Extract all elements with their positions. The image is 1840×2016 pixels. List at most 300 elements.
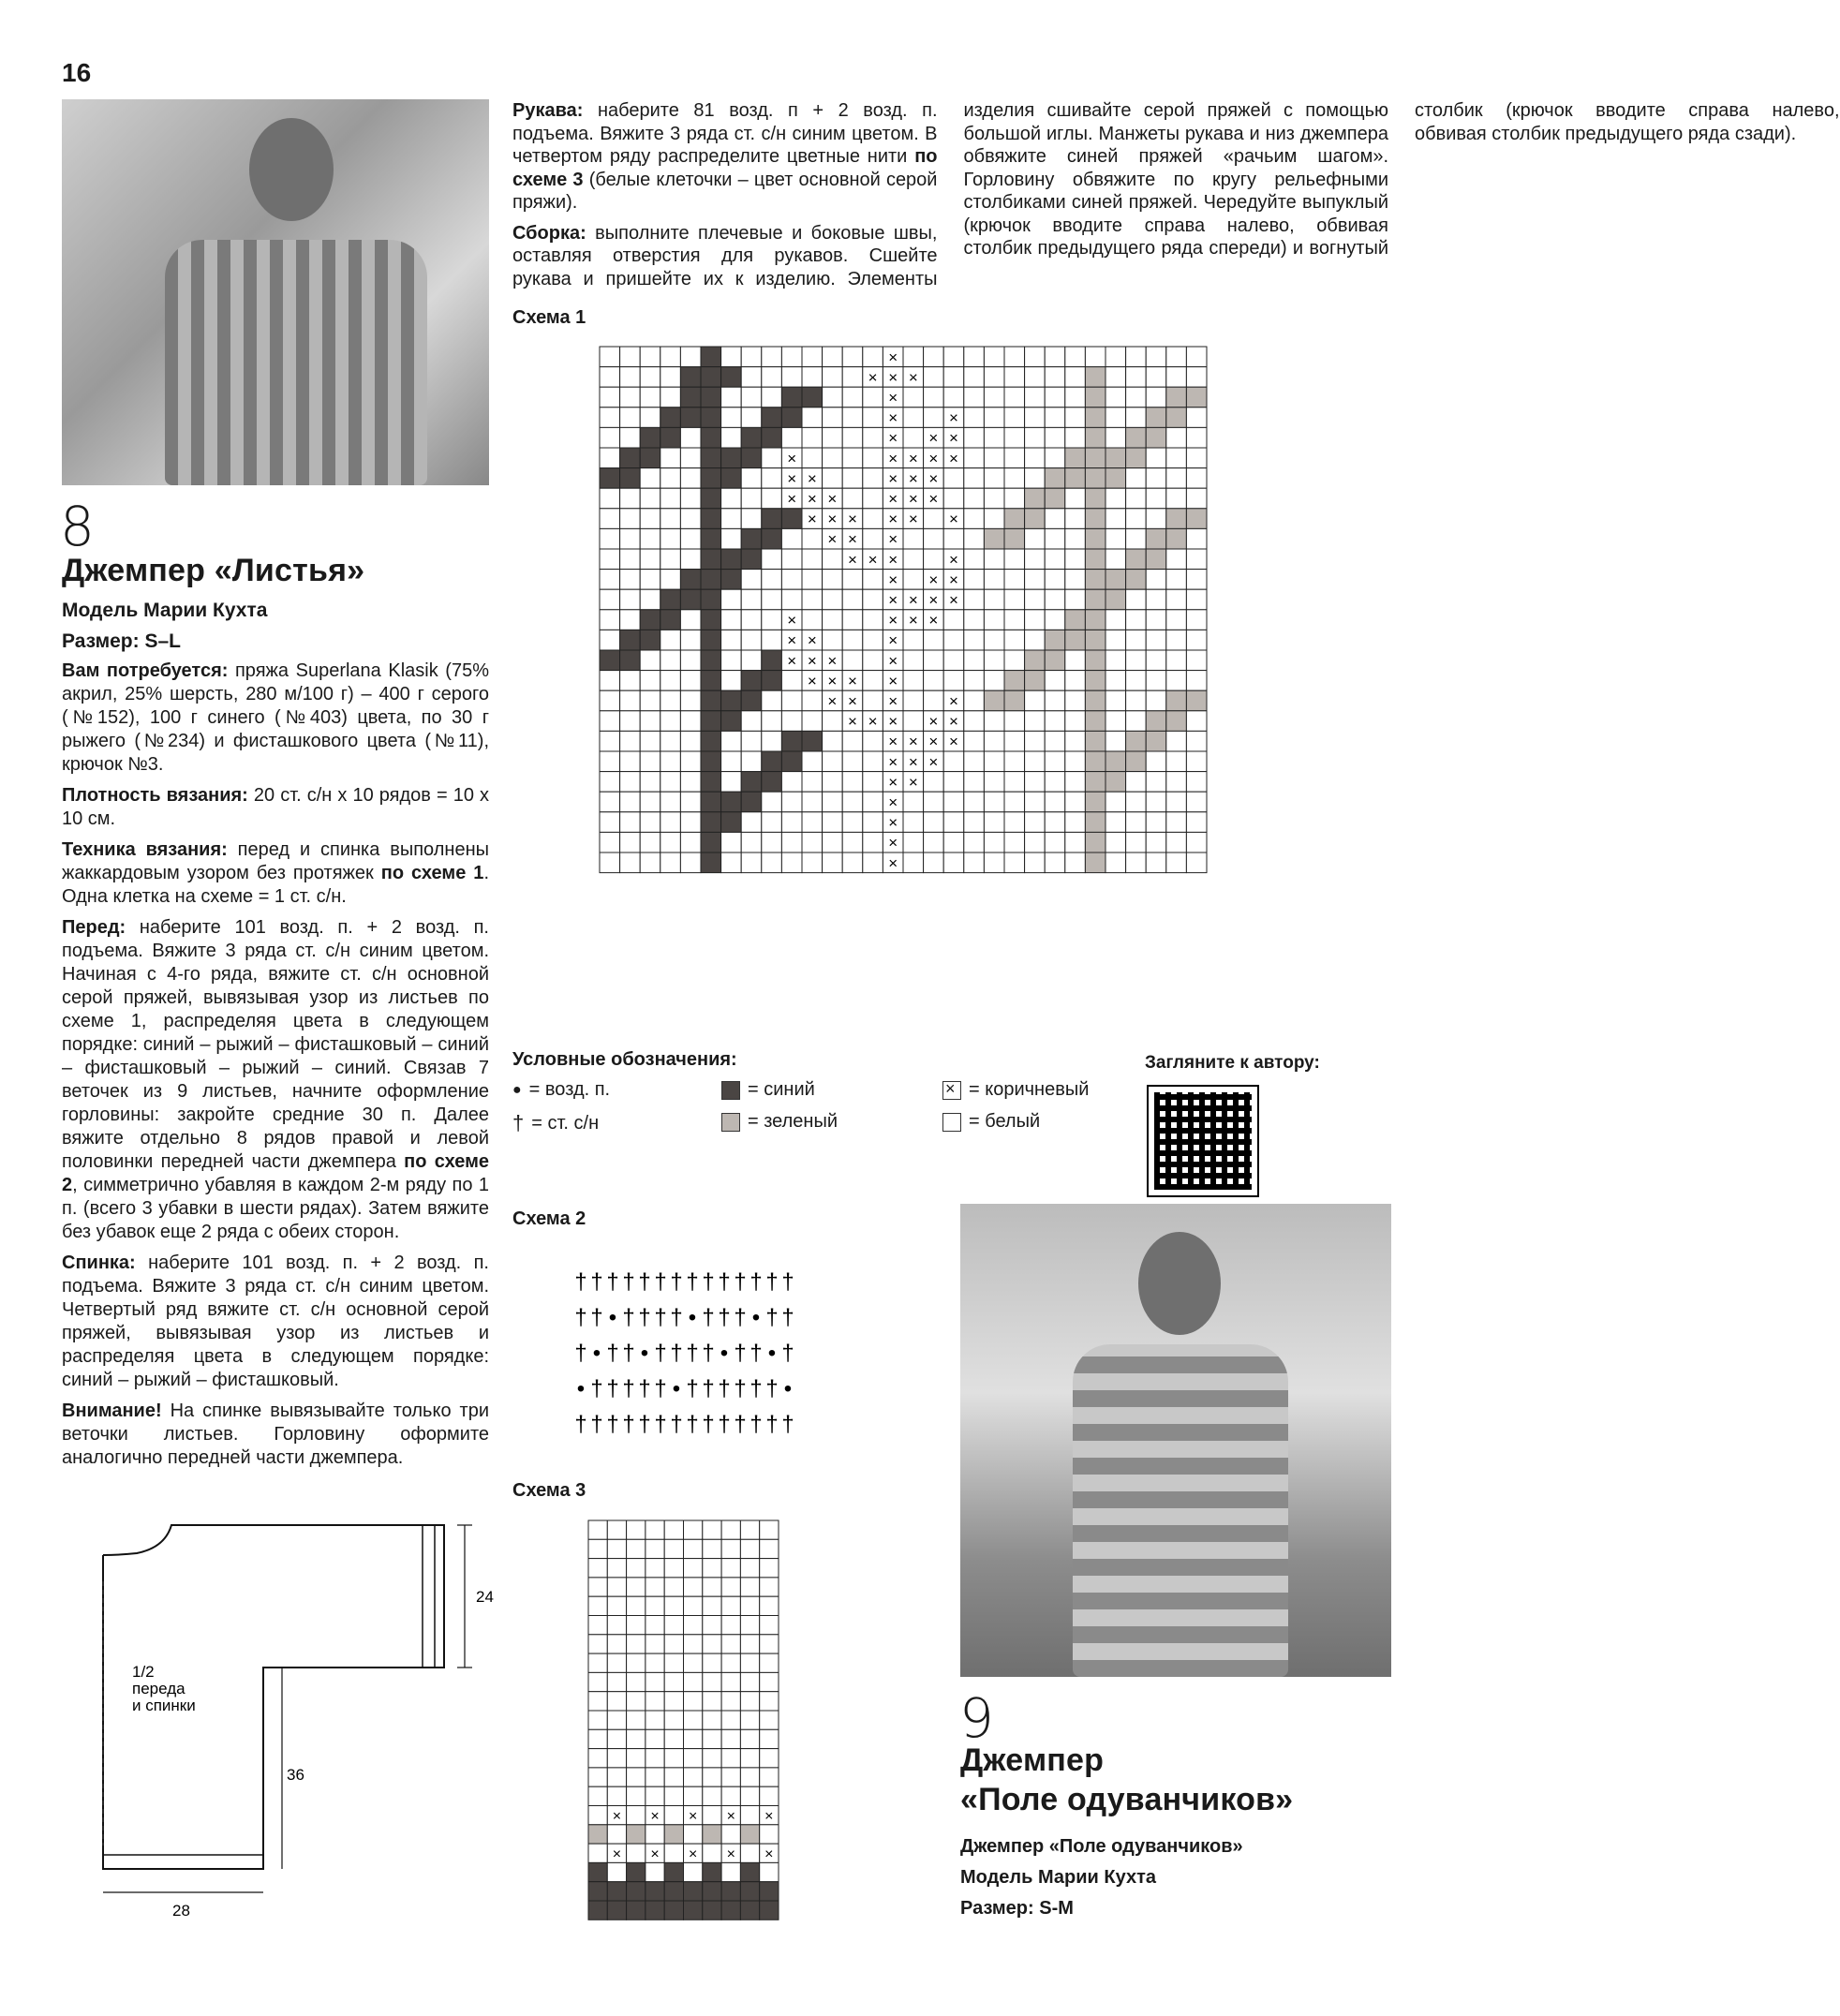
pattern-label-front: переда: [132, 1680, 185, 1697]
schema1-cross-mark: ×: [888, 591, 898, 610]
schema3-cell: [703, 1711, 721, 1729]
schema1-cell: [1146, 347, 1166, 367]
schema3-cell: [740, 1539, 759, 1558]
schema3-cell: [740, 1578, 759, 1596]
schema1-cell: [1186, 650, 1207, 671]
schema1-cell: [1126, 812, 1147, 833]
schema3-cell: [627, 1616, 645, 1635]
schema1-cell: [1126, 650, 1147, 671]
schema1-cell: [1105, 812, 1126, 833]
dc-stitch-symbol: †: [638, 1376, 651, 1401]
dc-stitch-symbol: †: [606, 1412, 619, 1437]
schema1-cell: [1146, 731, 1166, 751]
dc-stitch-symbol: †: [749, 1412, 763, 1437]
schema3-cell: [703, 1729, 721, 1748]
schema1-cell: [964, 731, 985, 751]
qr-code-icon[interactable]: [1149, 1087, 1257, 1195]
schema1-cell: [1085, 347, 1105, 367]
schema1-cell: [1105, 772, 1126, 793]
schema1-cell: [1065, 731, 1086, 751]
schema3-cell: [721, 1729, 740, 1748]
schema1-cell: [680, 832, 701, 852]
schema1-cell: [680, 852, 701, 873]
schema1-cross-mark: ×: [888, 348, 898, 366]
schema1-cell: [1146, 570, 1166, 590]
schema3-cross-mark: ×: [612, 1846, 622, 1862]
schema1-cell: [741, 468, 762, 489]
schema1-cell: [1045, 671, 1065, 691]
schema1-cell: [620, 812, 641, 833]
schema1-cell: [1126, 448, 1147, 468]
schema1-cell: [762, 448, 782, 468]
schema3-cell: [645, 1520, 664, 1539]
schema1-cell: [1146, 488, 1166, 509]
schema1-cell: [964, 630, 985, 650]
schema1-cell: [1126, 387, 1147, 408]
schema1-cell: [1085, 427, 1105, 448]
schema3-cell: [664, 1711, 683, 1729]
schema3-cell: [740, 1786, 759, 1805]
schema3-cell: [740, 1768, 759, 1786]
schema3-cell: [721, 1711, 740, 1729]
schema1-cell: [1004, 347, 1025, 367]
schema3-cell: [703, 1616, 721, 1635]
schema1-cell: [1146, 711, 1166, 732]
schema1-cell: [1146, 528, 1166, 549]
schema1-cell: [1085, 610, 1105, 630]
density-label: Плотность вязания:: [62, 785, 248, 806]
schema1-cell: [903, 690, 924, 711]
schema1-cell: [1166, 509, 1187, 529]
schema1-cross-mark: ×: [827, 692, 838, 711]
schema1-cell: [781, 347, 802, 367]
schema1-cell: [1004, 852, 1025, 873]
schema3-cell: [588, 1596, 607, 1615]
schema3-cell: [703, 1806, 721, 1825]
left-column-text: [62, 660, 489, 1470]
schema1-cross-mark: ×: [888, 429, 898, 448]
schema1-cell: [1045, 690, 1065, 711]
schema1-cell: [721, 427, 742, 448]
schema1-cell: [863, 488, 883, 509]
schema1-cross-mark: ×: [888, 449, 898, 467]
sleeves-text: наберите 81 возд. п + 2 возд. п. подъема. Вяжите 3 ряда ст. с/н синим цветом. В четвертом ряду распределите цветные нити: [512, 100, 938, 167]
schema1-cell: [1166, 488, 1187, 509]
dc-stitch-symbol: †: [702, 1341, 715, 1366]
schema3-cell: [664, 1559, 683, 1578]
schema3-cross-mark: ×: [650, 1846, 660, 1862]
schema1-cell: [863, 792, 883, 812]
schema1-cell: [802, 528, 823, 549]
schema1-cell: [1004, 690, 1025, 711]
legend-dc-text: = ст. с/н: [531, 1112, 600, 1134]
schema3-cell: [607, 1596, 626, 1615]
schema1-cross-mark: ×: [949, 692, 958, 711]
schema1-cell: [680, 671, 701, 691]
schema3-cell: [645, 1749, 664, 1768]
schema3-cell: [684, 1635, 703, 1653]
schema1-cell: [640, 792, 660, 812]
schema1-cell: [984, 852, 1004, 873]
schema1-cell: [964, 690, 985, 711]
schema1-cell: [721, 448, 742, 468]
dc-stitch-symbol: †: [749, 1341, 763, 1366]
dc-stitch-symbol: †: [702, 1269, 715, 1295]
schema3-cell: [684, 1692, 703, 1711]
schema1-cross-mark: ×: [888, 368, 898, 387]
dc-stitch-symbol: †: [574, 1412, 587, 1437]
schema3-cell: [645, 1539, 664, 1558]
schema1-cell: [1025, 408, 1046, 428]
schema1-cross-mark: ×: [888, 834, 898, 852]
schema1-cell: [620, 731, 641, 751]
schema1-cell: [842, 772, 863, 793]
schema1-cell: [1025, 589, 1046, 610]
schema1-cell: [701, 468, 721, 489]
schema1-cell: [741, 751, 762, 772]
schema1-cross-mark: ×: [807, 672, 817, 690]
schema1-cell: [1004, 772, 1025, 793]
schema3-cell: [627, 1539, 645, 1558]
schema1-cell: [762, 509, 782, 529]
schema1-cell: [1166, 731, 1187, 751]
schema1-cell: [1065, 711, 1086, 732]
schema1-cell: [964, 812, 985, 833]
schema3-cell: [664, 1578, 683, 1596]
schema3-cell: [627, 1768, 645, 1786]
schema1-cell: [640, 468, 660, 489]
schema1-cell: [680, 792, 701, 812]
schema1-cell: [781, 751, 802, 772]
schema1-cross-mark: ×: [888, 733, 898, 751]
schema1-cell: [600, 751, 620, 772]
schema1-cross-mark: ×: [888, 712, 898, 731]
schema1-cross-mark: ×: [908, 469, 918, 488]
dc-stitch-symbol: †: [781, 1269, 794, 1295]
schema1-cell: [1126, 509, 1147, 529]
schema1-cell: [781, 427, 802, 448]
schema1-cross-mark: ×: [949, 550, 958, 569]
schema1-cell: [1025, 731, 1046, 751]
schema3-cell: [588, 1616, 607, 1635]
dc-stitch-symbol: †: [622, 1376, 635, 1401]
schema1-cell: [660, 549, 681, 570]
schema1-cell: [640, 549, 660, 570]
schema1-cross-mark: ×: [928, 449, 939, 467]
schema1-cell: [1004, 630, 1025, 650]
schema3-cell: [721, 1768, 740, 1786]
legend-brown-text: = коричневый: [969, 1079, 1090, 1100]
chain-symbol-icon: ●: [512, 1081, 522, 1098]
schema1-cell: [1105, 852, 1126, 873]
schema1-cell: [1166, 711, 1187, 732]
schema1-cell: [680, 448, 701, 468]
schema3-cell: [740, 1844, 759, 1862]
schema1-cell: [741, 772, 762, 793]
schema1-cell: [924, 792, 944, 812]
attention-label: Внимание!: [62, 1401, 162, 1421]
schema1-cell: [984, 509, 1004, 529]
schema1-cell: [600, 347, 620, 367]
schema1-cell: [802, 792, 823, 812]
schema1-cell: [1105, 427, 1126, 448]
dc-stitch-symbol: †: [781, 1305, 794, 1330]
schema3-cell: [703, 1882, 721, 1901]
schema3-cell: [645, 1786, 664, 1805]
schema3-cell: [703, 1520, 721, 1539]
schema1-cell: [1025, 832, 1046, 852]
schema1-cell: [823, 549, 843, 570]
chain-stitch-symbol: •: [640, 1341, 649, 1366]
schema1-cell: [842, 630, 863, 650]
schema1-cell: [1025, 427, 1046, 448]
schema1-cell: [1105, 731, 1126, 751]
schema1-cell: [1065, 792, 1086, 812]
schema1-cross-mark: ×: [888, 389, 898, 408]
schema1-cell: [903, 630, 924, 650]
schema1-cell: [984, 812, 1004, 833]
schema3-cell: [703, 1596, 721, 1615]
schema1-cell: [660, 367, 681, 388]
dc-stitch-symbol: †: [765, 1376, 779, 1401]
schema1-cell: [863, 468, 883, 489]
schema1-cell: [1105, 671, 1126, 691]
schema1-cell: [741, 690, 762, 711]
schema1-cell: [620, 772, 641, 793]
schema1-cell: [984, 792, 1004, 812]
schema1-cell: [924, 650, 944, 671]
schema1-cell: [1025, 711, 1046, 732]
schema1-cell: [1186, 448, 1207, 468]
schema3-cell: [607, 1901, 626, 1920]
chain-stitch-symbol: •: [688, 1305, 697, 1330]
schema1-cell: [680, 751, 701, 772]
chain-stitch-symbol: •: [767, 1341, 777, 1366]
schema1-cell: [1166, 468, 1187, 489]
schema1-cell: [721, 408, 742, 428]
schema1-cell: [1045, 610, 1065, 630]
schema1-cross-mark: ×: [848, 692, 857, 711]
schema1-cell: [1126, 711, 1147, 732]
schema1-cell: [1065, 650, 1086, 671]
schema1-cell: [1004, 731, 1025, 751]
schema3-cell: [703, 1559, 721, 1578]
schema3-cross-mark: ×: [764, 1846, 774, 1862]
schema1-cell: [1166, 589, 1187, 610]
schema1-cell: [620, 650, 641, 671]
schema1-cell: [984, 408, 1004, 428]
schema1-cell: [762, 711, 782, 732]
schema1-cell: [680, 347, 701, 367]
schema1-cross-mark: ×: [908, 773, 918, 792]
schema3-cross-mark: ×: [726, 1846, 735, 1862]
schema3-cell: [760, 1653, 779, 1672]
schema1-cell: [823, 468, 843, 489]
schema1-cell: [701, 509, 721, 529]
schema1-cell: [1126, 589, 1147, 610]
schema1-cell: [964, 772, 985, 793]
schema1-cell: [680, 528, 701, 549]
schema1-cell: [600, 509, 620, 529]
schema1-cross-mark: ×: [888, 408, 898, 427]
schema1-cell: [863, 408, 883, 428]
schema3-cell: [740, 1901, 759, 1920]
schema1-cell: [1065, 488, 1086, 509]
schema1-cell: [1105, 570, 1126, 590]
schema1-cell: [781, 549, 802, 570]
schema1-cell: [741, 448, 762, 468]
schema1-cell: [964, 650, 985, 671]
schema1-cell: [1085, 812, 1105, 833]
schema1-cell: [823, 772, 843, 793]
schema1-cell: [660, 852, 681, 873]
schema1-cell: [1065, 630, 1086, 650]
schema1-cell: [640, 408, 660, 428]
schema1-cell: [640, 570, 660, 590]
schema1-cell: [802, 832, 823, 852]
schema3-cell: [627, 1749, 645, 1768]
schema3-cell: [721, 1520, 740, 1539]
sleeves-text2: (белые клеточки – цвет основной серой пряжи).: [512, 169, 938, 213]
schema1-cross-mark: ×: [787, 469, 797, 488]
schema1-cell: [1045, 792, 1065, 812]
technique-text2: . Одна клетка на схеме = 1 ст. с/н.: [62, 863, 489, 907]
schema1-cell: [903, 812, 924, 833]
schema1-cross-mark: ×: [928, 591, 939, 610]
schema1-cell: [660, 468, 681, 489]
schema1-cell: [823, 711, 843, 732]
schema3-cell: [607, 1672, 626, 1691]
white-swatch: [942, 1113, 961, 1132]
schema1-cell: [964, 671, 985, 691]
schema1-cell: [1085, 671, 1105, 691]
schema1-cross-mark: ×: [888, 793, 898, 812]
schema3-cell: [721, 1616, 740, 1635]
schema1-cross-mark: ×: [787, 449, 797, 467]
schema1-cell: [984, 751, 1004, 772]
schema1-cell: [1105, 347, 1126, 367]
schema1-cell: [823, 367, 843, 388]
schema1-cell: [701, 852, 721, 873]
schema1-cell: [863, 427, 883, 448]
schema1-cell: [984, 367, 1004, 388]
schema1-cell: [741, 367, 762, 388]
schema1-cross-mark: ×: [928, 712, 939, 731]
schema1-cell: [1025, 852, 1046, 873]
schema1-cell: [1126, 549, 1147, 570]
schema1-cell: [1085, 509, 1105, 529]
schema1-cell: [660, 509, 681, 529]
schema3-cell: [760, 1749, 779, 1768]
article9-size: Размер: S-M: [960, 1898, 1074, 1919]
schema1-cell: [660, 408, 681, 428]
schema1-cell: [1105, 711, 1126, 732]
schema1-cell: [1004, 711, 1025, 732]
schema1-cell: [823, 408, 843, 428]
schema3-cell: [645, 1596, 664, 1615]
schema1-cell: [781, 731, 802, 751]
schema1-cell: [762, 650, 782, 671]
schema1-cell: [1065, 832, 1086, 852]
schema1-cell: [842, 570, 863, 590]
schema3-cell: [684, 1862, 703, 1881]
schema1-cell: [863, 630, 883, 650]
chain-stitch-symbol: •: [720, 1341, 729, 1366]
schema1-cell: [964, 610, 985, 630]
schema1-cell: [721, 610, 742, 630]
schema1-cell: [1186, 468, 1207, 489]
schema1-cell: [781, 589, 802, 610]
schema3-cell: [627, 1882, 645, 1901]
schema1-cell: [741, 387, 762, 408]
schema1-cell: [701, 528, 721, 549]
schema1-cell: [1105, 589, 1126, 610]
schema1-cell: [1004, 589, 1025, 610]
front-bold: по схеме 2: [62, 1151, 489, 1195]
schema1-cell: [640, 690, 660, 711]
schema1-cross-mark: ×: [888, 469, 898, 488]
schema1-cell: [741, 509, 762, 529]
schema1-cell: [1025, 570, 1046, 590]
schema1-cell: [762, 528, 782, 549]
schema3-cell: [645, 1635, 664, 1653]
back-label: Спинка:: [62, 1253, 136, 1273]
legend-blue-text: = синий: [748, 1079, 815, 1100]
schema1-cell: [1186, 367, 1207, 388]
dc-stitch-symbol: †: [702, 1376, 715, 1401]
schema1-cell: [721, 671, 742, 691]
schema3-cell: [684, 1616, 703, 1635]
schema1-cell: [964, 570, 985, 590]
schema3-cell: [703, 1749, 721, 1768]
schema1-cell: [1126, 630, 1147, 650]
schema1-cell: [600, 589, 620, 610]
schema1-cell: [1085, 832, 1105, 852]
schema1-cell: [1065, 671, 1086, 691]
schema1-cell: [1126, 690, 1147, 711]
schema3-cell: [607, 1786, 626, 1805]
dc-stitch-symbol: †: [670, 1269, 683, 1295]
technique-label: Техника вязания:: [62, 839, 228, 860]
schema1-cell: [1166, 408, 1187, 428]
schema1-cell: [984, 448, 1004, 468]
schema1-cell: [964, 387, 985, 408]
schema3-cell: [740, 1559, 759, 1578]
schema1-cell: [721, 549, 742, 570]
schema3-cell: [721, 1749, 740, 1768]
schema1-cell: [741, 671, 762, 691]
schema1-cell: [1045, 528, 1065, 549]
schema1-cell: [903, 711, 924, 732]
schema1-cell: [903, 549, 924, 570]
schema3-cell: [684, 1768, 703, 1786]
schema1-cell: [781, 812, 802, 833]
schema1-cell: [640, 610, 660, 630]
schema3-cell: [627, 1520, 645, 1539]
schema3-cell: [760, 1520, 779, 1539]
schema1-cross-mark: ×: [827, 530, 838, 549]
schema1-cell: [721, 589, 742, 610]
schema1-cell: [741, 549, 762, 570]
schema1-cell: [701, 671, 721, 691]
schema3-cell: [684, 1749, 703, 1768]
schema1-cell: [600, 690, 620, 711]
schema1-cell: [600, 731, 620, 751]
legend-blue: [721, 1079, 815, 1101]
schema1-cell: [762, 488, 782, 509]
schema1-cell: [924, 772, 944, 793]
schema1-cell: [964, 427, 985, 448]
